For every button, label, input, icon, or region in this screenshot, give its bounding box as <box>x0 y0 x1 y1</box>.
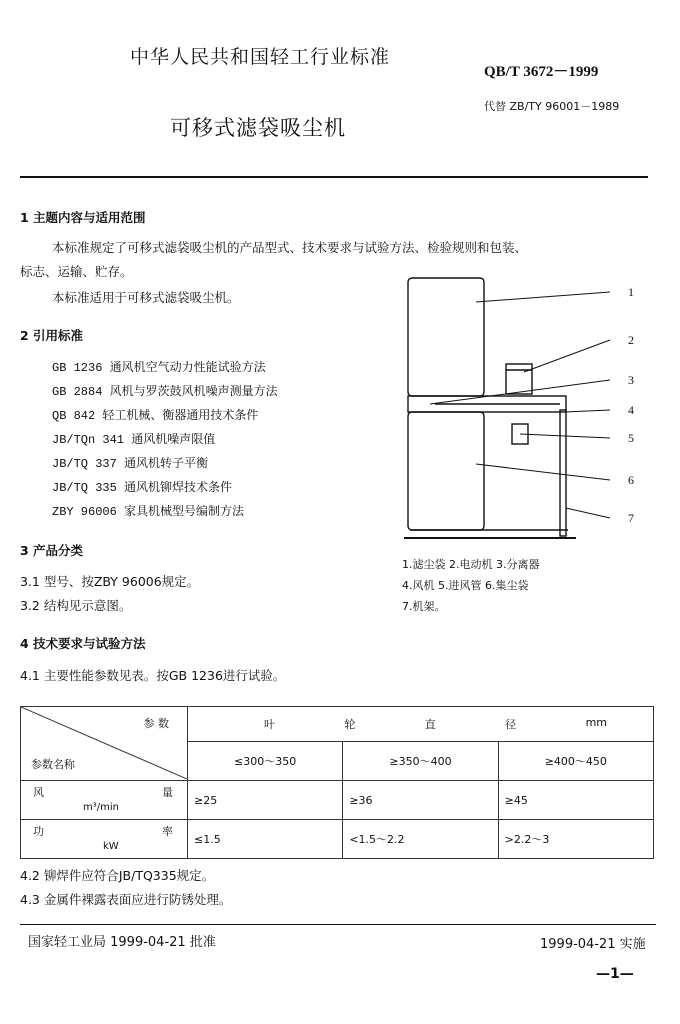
table-row <box>21 820 654 859</box>
section-1-paragraph-2: 本标准适用于可移式滤袋吸尘机。 <box>52 290 240 305</box>
row-label-airflow: 风 量 m³/min <box>21 781 188 820</box>
column-header: ≥400～450 <box>498 742 653 781</box>
header-divider <box>20 176 648 178</box>
footer-divider <box>20 924 656 925</box>
table-row <box>21 781 654 820</box>
corner-label-name: 参数名称 <box>31 758 75 771</box>
callout-7: 7 <box>628 511 634 525</box>
section-1-paragraph-1a: 本标准规定了可移式滤袋吸尘机的产品型式、技术要求与试验方法、检验规则和包装、 <box>52 240 528 255</box>
section-1-paragraph-1b: 标志、运输、贮存。 <box>20 264 133 279</box>
page-number: —1— <box>596 966 634 982</box>
row-unit: kW <box>103 841 119 852</box>
motor-shape <box>506 364 532 394</box>
table-cell: <1.5～2.2 <box>343 820 498 859</box>
reference-item: ZBY 96006 家具机械型号编制方法 <box>52 505 245 519</box>
approval-line: 国家轻工业局 1999-04-21 批准 <box>28 935 216 950</box>
table-cell: ≥36 <box>343 781 498 820</box>
clause-4-3: 4.3 金属件裸露表面应进行防锈处理。 <box>20 892 232 907</box>
standard-number: QB/T 3672－1999 <box>484 64 599 80</box>
document-title: 可移式滤袋吸尘机 <box>170 116 346 140</box>
figure-caption-line: 1.滤尘袋 2.电动机 3.分离器 <box>402 558 540 571</box>
callout-4: 4 <box>628 403 634 417</box>
standard-category-title: 中华人民共和国轻工行业标准 <box>130 46 391 68</box>
reference-item: JB/TQn 341 通风机噪声限值 <box>52 433 216 447</box>
reference-item: GB 1236 通风机空气动力性能试验方法 <box>52 361 266 375</box>
table-corner-cell <box>21 707 188 781</box>
section-1-heading: 1 主题内容与适用范围 <box>20 210 146 225</box>
reference-item: JB/TQ 337 通风机转子平衡 <box>52 457 209 471</box>
header-char: 轮 <box>344 718 356 731</box>
header-char: 叶 <box>264 718 275 731</box>
figure-caption-line: 4.风机 5.进风管 6.集尘袋 <box>402 579 529 592</box>
table-cell: ≥25 <box>188 781 343 820</box>
callout-1: 1 <box>628 285 634 299</box>
dust-bag-shape <box>408 412 484 530</box>
column-header: ≥350～400 <box>343 742 498 781</box>
frame-post-shape <box>560 410 566 536</box>
performance-table <box>20 706 654 859</box>
reference-item: GB 2884 风机与罗茨鼓风机噪声测量方法 <box>52 385 278 399</box>
callout-3: 3 <box>628 373 634 387</box>
impeller-diameter-header <box>188 707 654 742</box>
header-char: 径 <box>505 718 517 731</box>
table-cell: ≥45 <box>498 781 653 820</box>
table-cell: ≤1.5 <box>188 820 343 859</box>
header-unit: mm <box>585 716 607 729</box>
structure-diagram <box>400 268 650 548</box>
figure-caption-line: 7.机架。 <box>402 600 446 613</box>
section-4-heading: 4 技术要求与试验方法 <box>20 636 146 651</box>
corner-label-param: 参 数 <box>143 717 169 730</box>
replaces-note: 代替 ZB/TY 96001－1989 <box>484 100 620 113</box>
table-cell: >2.2～3 <box>498 820 653 859</box>
row-unit: m³/min <box>83 802 119 813</box>
callout-6: 6 <box>628 473 634 487</box>
clause-4-2: 4.2 铆焊件应符合JB/TQ335规定。 <box>20 868 215 883</box>
clause-4-1: 4.1 主要性能参数见表。按GB 1236进行试验。 <box>20 668 286 683</box>
section-2-heading: 2 引用标准 <box>20 328 84 343</box>
callout-2: 2 <box>628 333 634 347</box>
header-char: 直 <box>424 718 436 731</box>
reference-item: JB/TQ 335 通风机铆焊技术条件 <box>52 481 233 495</box>
clause-3-2: 3.2 结构见示意图。 <box>20 598 132 613</box>
clause-3-1: 3.1 型号、按ZBY 96006规定。 <box>20 574 200 589</box>
column-header: ≤300～350 <box>188 742 343 781</box>
reference-item: QB 842 轻工机械、衡器通用技术条件 <box>52 409 259 423</box>
callout-5: 5 <box>628 431 634 445</box>
implementation-date: 1999-04-21 实施 <box>540 937 646 952</box>
filter-bag-shape <box>408 278 484 396</box>
row-label-power: 功 率 kW <box>21 820 188 859</box>
section-3-heading: 3 产品分类 <box>20 543 84 558</box>
